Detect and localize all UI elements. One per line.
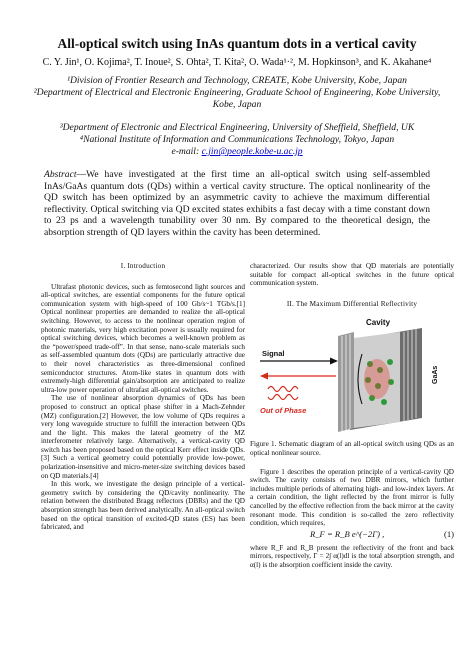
cavity-label: Cavity — [366, 318, 391, 328]
equation-1-number: (1) — [443, 528, 454, 539]
section-heading-introduction: I. Introduction — [120, 262, 166, 270]
reflected-wave-2 — [268, 395, 298, 400]
cavity-field-glow — [364, 359, 390, 399]
intro-paragraph-1: Ultrafast photonic devices, such as femtosecond light sources and all-optical switches, are essential components for the future optical communication system with high-speed of 100 Gb/s~1 TGb/s.[1] Optical nonlinear properties are demanded to realize the all-optical switching. However, to access to the nonlinear operation region of photonic materials, very high excitation power is usually required for optical switching devices, which becomes a well-known problem as the “power/speed trade-off”. In that sense, nano-scale materials such as self-assembled quantum dots (QDs) are particularly attractive due to their novel characteristics as three-dimensional confined semiconductor structures. Atom-like states in quantum dots with extremely-high differential gain/absorption are anticipated to realize ultra-low power operation of ultrafast all-optical switches. — [41, 282, 245, 394]
affiliation-3: ³Department of Electronic and Electrical Engineering, University of Sheffield, Sheffield, UK — [59, 122, 415, 133]
abstract — [44, 169, 430, 238]
reflectivity-paragraph-1: Figure 1 describes the operation principle of a vertical-cavity QD switch. The cavity consists of two DBR mirrors, which further includes multiple periods of alternating high- and low-index layers. At a certain condition, the light reflected by the front mirror is fully cancelled by the effective reflection from the back mirror at the cavity resonant mode. This condition is so-called the zero reflectivity condition, which requires, — [250, 467, 454, 528]
reflected-arrow-head — [260, 373, 268, 380]
intro-paragraph-2: The use of nonlinear absorption dynamics of QDs has been proposed to construct an optical phase shifter in a Mach-Zehnder (MZ) configuration.[2] However, the low volume of QDs requires a very long waveguide structure to fulfill the interaction between QDs and the light. This makes the lateral geometry of the MZ interferometer relatively large. Alternatively, a vertical-cavity QD switch has been proposed based on the optical Kerr effect inside QDs.[3] Such a vertical geometry could potentially provide low-power, polarization-insensitive and micro-meter-size switching devices based on QD materials.[4] — [41, 394, 245, 480]
out-of-phase-label: Out of Phase — [260, 406, 307, 416]
signal-arrow-head — [330, 358, 338, 365]
signal-label: Signal — [262, 349, 285, 359]
equation-1-formula: R_F = R_B e^(−2Γ) , — [310, 528, 385, 539]
reflectivity-paragraph-2: where R_F and R_B present the reflectivity of the front and back mirrors, respectively, Γ = 2∫ α(l)dl is the total absorption strength, and α(l) is the absorption coefficient inside the cavity. — [250, 543, 454, 569]
affiliation-1: ¹Division of Frontier Research and Technology, CREATE, Kobe University, Kobe, Japan — [67, 75, 407, 86]
left-column — [41, 262, 245, 532]
contact-line — [30, 146, 444, 158]
figure-1-diagram — [250, 314, 454, 434]
abstract-label: Abstract — [44, 169, 77, 180]
intro-paragraph-3: In this work, we investigate the design principle of a vertical-geometry switch by considering the QD/cavity nonlinearity. The relation between the distributed Bragg reflectors (DBRs) and the QD absorption strength has been derived analytically. An all-optical switch based on the optical transition of excited-QD states (ES) has been fabricated, and — [41, 480, 245, 532]
right-column — [250, 262, 454, 570]
equation-1 — [250, 528, 454, 544]
affiliation-4: ⁴National Institute of Information and Communications Technology, Tokyo, Japan — [79, 134, 395, 145]
email-link[interactable]: c.jin@people.kobe-u.ac.jp — [201, 146, 303, 157]
abstract-text: —We have investigated at the first time an all-optical switch using self-assembled InAs/GaAs quantum dots (QDs) within a vertical cavity structure. The optical nonlinearity of the QD switch has been optimized by an asymmetric cavity to achieve the maximum differential reflectivity. Optical switching via QD excited states exhibits a fast decay with a time constant down to 23 ps and a wavelength tunability over 30 nm. By compared to the theoretical design, the absorption strength of QD layers within the cavity has been determined. — [44, 169, 430, 238]
reflected-wave-1 — [268, 387, 298, 392]
section-heading-reflectivity: II. The Maximum Differential Reflectivity — [286, 299, 418, 308]
right-top-paragraph: characterized. Our results show that QD materials are potentially suitable for compact all-optical switches in the future optical communication system. — [250, 262, 454, 288]
author-list: C. Y. Jin¹, O. Kojima², T. Inoue², S. Ohta², T. Kita², O. Wada¹·², M. Hopkinson³, and K. Akahane⁴ — [42, 57, 432, 68]
affiliation-2: ²Department of Electrical and Electronic Engineering, Graduate School of Engineering, Kobe University, Kobe, Japan — [33, 87, 441, 110]
email-label: e-mail: — [171, 146, 200, 157]
gaas-label: GaAs — [432, 366, 439, 385]
figure-1-caption: Figure 1. Schematic diagram of an all-optical switch using QDs as an optical nonlinear source. — [250, 440, 454, 457]
paper-title: All-optical switch using InAs quantum dots in a vertical cavity — [57, 36, 417, 51]
